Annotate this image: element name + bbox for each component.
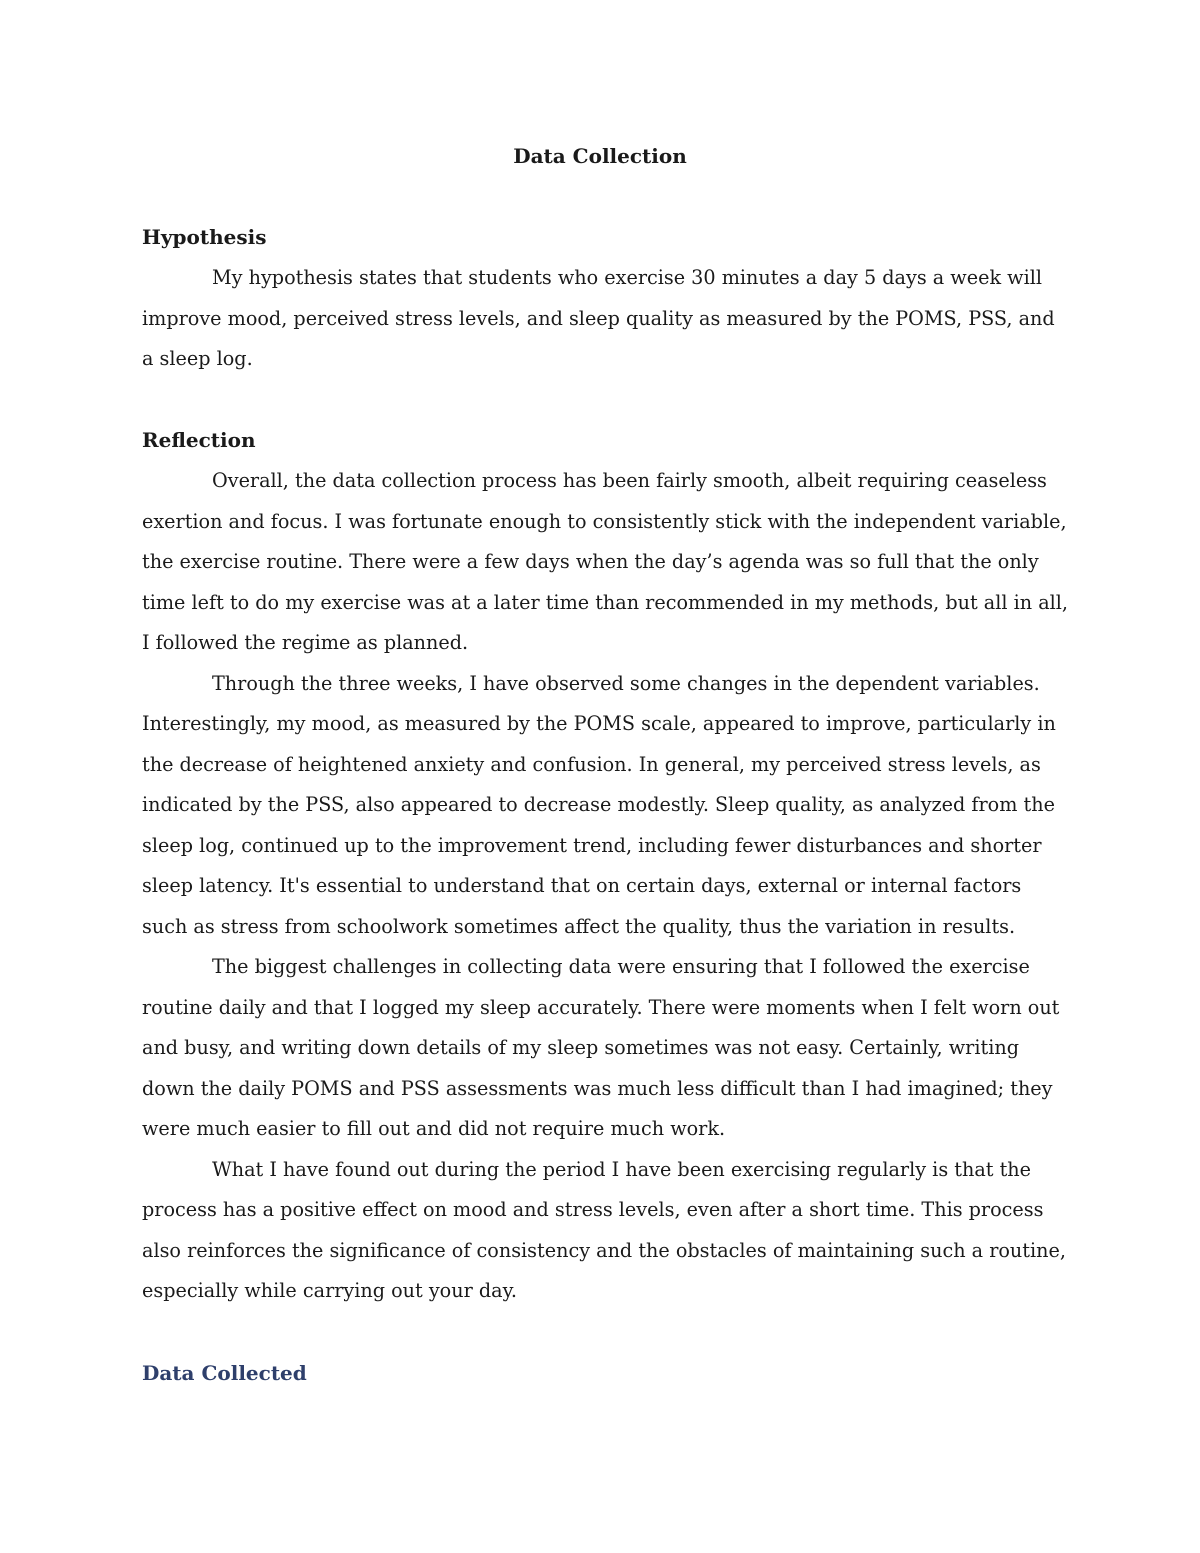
reflection-paragraph: The biggest challenges in collecting data were ensuring that I followed the exercise routine daily and that I logged my sleep accurately. There were moments when I felt worn out and busy, and writing down details of my sleep sometimes was not easy. Certainly, writing down the daily POMS and PSS assessments was much less difficult than I had imagined; they were much easier to fill out and did not require much work.: [142, 955, 1060, 1140]
document-title: Data Collection: [513, 144, 687, 168]
reflection-body: [142, 461, 1072, 1312]
data-collected-heading: Data Collected: [142, 1361, 307, 1385]
reflection-heading: Reflection: [142, 428, 256, 452]
reflection-paragraph: What I have found out during the period I have been exercising regularly is that the process has a positive effect on mood and stress levels, even after a short time. This process also reinforces the significance of consistency and the obstacles of maintaining such a routine, especially while carrying out your day.: [142, 1157, 1066, 1302]
hypothesis-body: [142, 258, 1072, 380]
hypothesis-paragraph: My hypothesis states that students who exercise 30 minutes a day 5 days a week will improve mood, perceived stress levels, and sleep quality as measured by the POMS, PSS, and a sleep log.: [142, 266, 1055, 370]
reflection-paragraph: Overall, the data collection process has been fairly smooth, albeit requiring ceaseless exertion and focus. I was fortunate enough to consistently stick with the independent variable, the exercise routine. There were a few days when the day’s agenda was so full that the only time left to do my exercise was at a later time than recommended in my methods, but all in all, I followed the regime as planned.: [142, 469, 1069, 654]
hypothesis-heading: Hypothesis: [142, 225, 267, 249]
reflection-paragraph: Through the three weeks, I have observed some changes in the dependent variables. Interestingly, my mood, as measured by the POMS scale, appeared to improve, particularly in the decrease of heightened anxiety and confusion. In general, my perceived stress levels, as indicated by the PSS, also appeared to decrease modestly. Sleep quality, as analyzed from the sleep log, continued up to the improvement trend, including fewer disturbances and shorter sleep latency. It's essential to understand that on certain days, external or internal factors such as stress from schoolwork sometimes affect the quality, thus the variation in results.: [142, 671, 1056, 938]
